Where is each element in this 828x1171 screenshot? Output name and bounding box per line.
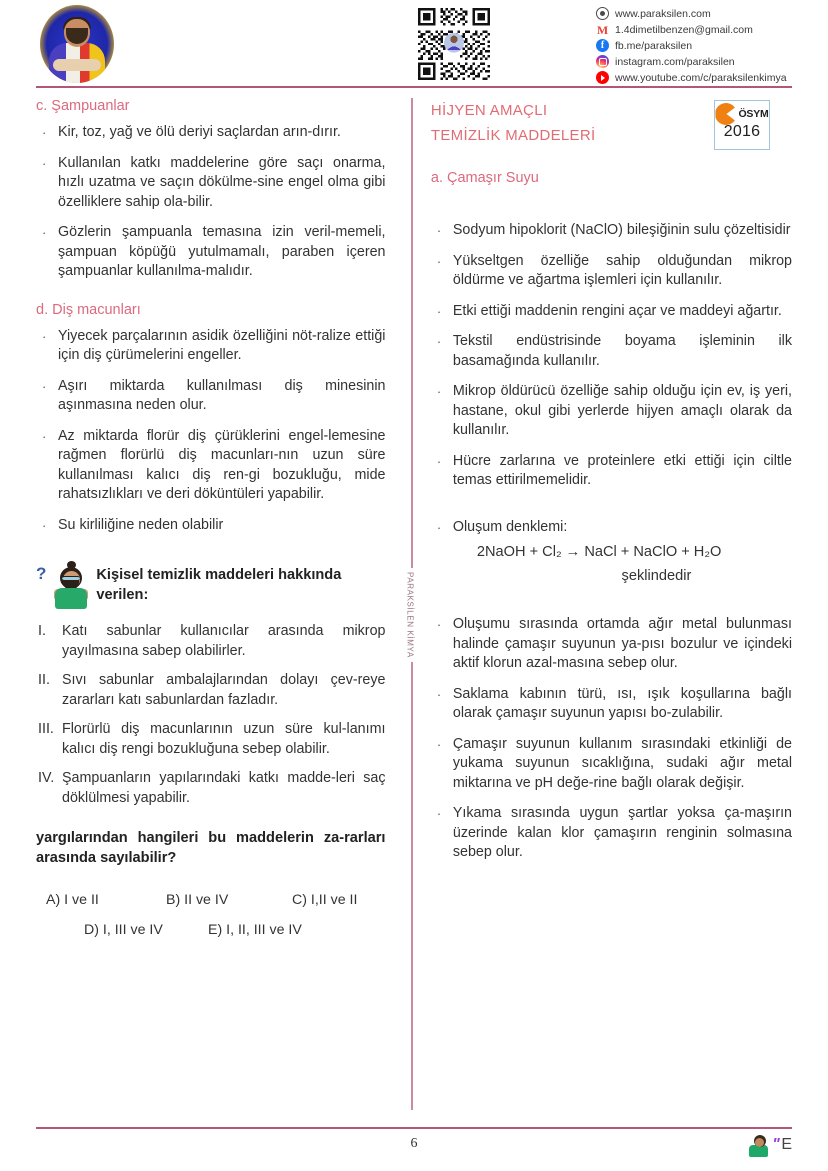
roman-numeral: III.: [38, 721, 54, 737]
answer-choice-a[interactable]: A) I ve II: [46, 892, 99, 908]
dis-macunlari-bullet-list: [36, 327, 385, 536]
right-column: [423, 98, 792, 1110]
watermark-text: PARAKSİLEN KİMYA: [405, 568, 414, 662]
list-item: [431, 452, 792, 491]
bullet-dot-icon: ·: [436, 806, 442, 821]
web-icon: [596, 7, 609, 20]
bullet-dot-icon: ·: [436, 736, 442, 752]
question-intro-text: Kişisel temizlik maddeleri hakkında verilen:: [96, 567, 342, 603]
content-columns: [36, 88, 792, 1110]
list-item: [431, 332, 792, 371]
list-item: [431, 615, 792, 674]
list-item-text: Gözlerin şampuanla temasına izin veril-memeli, şampuan köpüğü yutulmamalı, paraben içeren şampuanlar kullanılma-malıdır.: [58, 224, 386, 279]
camasir-suyu-bullet-list: [431, 221, 792, 491]
equation-label: Oluşum denklemi:: [452, 518, 568, 535]
osym-year-label: 2016: [723, 123, 761, 140]
contact-instagram-text: instagram.com/paraksilen: [615, 55, 735, 68]
bullet-dot-icon: ·: [436, 519, 442, 535]
qr-code-icon[interactable]: [418, 8, 490, 80]
list-item: [36, 769, 385, 808]
question-intro-block: [36, 561, 385, 609]
list-item-text: Yükseltgen özelliğe sahip olduğundan mikrop öldürme ve ağartma işlemleri için kullanılır.: [452, 252, 792, 288]
list-item: [36, 622, 385, 661]
list-item-text: Saklama kabının türü, ısı, ışık koşullarına bağlı olarak çamaşır suyunun yapısı bo-zulabilir.: [452, 685, 792, 721]
instagram-icon: [596, 55, 609, 68]
bullet-dot-icon: ·: [436, 617, 442, 632]
camasir-suyu-bullet-list-2: [431, 615, 792, 863]
brand-avatar-icon: [748, 1133, 770, 1157]
answer-choice-e[interactable]: E) I, II, III ve IV: [208, 922, 302, 938]
sampuanlar-bullet-list: [36, 123, 385, 282]
list-item-text: Çamaşır suyunun kullanım sırasındaki etkinliği de yukama suyunun sıcaklığına, sudaki ağır metal miktarına ve pH değe-rine bağlı olarak değişir.: [452, 735, 792, 791]
equation-block: [431, 518, 792, 538]
contact-website[interactable]: [596, 7, 787, 20]
bullet-dot-icon: ·: [436, 686, 442, 702]
list-item-text: Hücre zarlarına ve proteinlere etki ettiği için ciltle temas ettirilmemelidir.: [452, 452, 792, 488]
bullet-dot-icon: ·: [42, 378, 47, 394]
question-mark-icon: ?: [36, 564, 47, 583]
section-heading-dis-macunlari: d. Diş macunları: [36, 301, 141, 318]
list-item-text: Etki ettiği maddenin rengini açar ve maddeyi ağartır.: [452, 302, 782, 319]
list-item: [36, 123, 385, 143]
contact-list: [596, 7, 787, 84]
brand-check-icon: ": [770, 1136, 782, 1153]
osym-badge: [714, 100, 770, 150]
youtube-icon: [596, 71, 609, 84]
list-item-text: Sıvı sabunlar ambalajlarından dolayı çev-reye zararları katı sabunlardan fazladır.: [62, 672, 386, 708]
paraksilen-logo-icon: [40, 5, 114, 83]
bullet-dot-icon: ·: [42, 428, 47, 444]
contact-facebook[interactable]: [596, 39, 787, 52]
roman-numeral: I.: [38, 623, 46, 639]
roman-numeral: II.: [38, 672, 50, 688]
bullet-dot-icon: ·: [42, 517, 47, 533]
list-item-text: Kir, toz, yağ ve ölü deriyi saçlardan arın-dırır.: [58, 124, 341, 140]
list-item-text: Kullanılan katkı maddelerine göre saçı onarma, hızlı uzatma ve saçın dökülme-sine engel olma gibi özelliklere sahip ola-bilir.: [58, 154, 386, 210]
list-item: [36, 427, 385, 505]
column-divider: [405, 98, 415, 1110]
page-number: 6: [410, 1136, 418, 1151]
contact-youtube[interactable]: [596, 71, 787, 84]
list-item-text: Tekstil endüstrisinde boyama işleminin ilk basamağında kullanılır.: [452, 333, 792, 369]
contact-instagram[interactable]: [596, 55, 787, 68]
answer-choice-b[interactable]: B) II ve IV: [166, 892, 229, 908]
answer-choice-d[interactable]: D) I, III ve IV: [84, 922, 163, 938]
chemical-equation: 2NaOH + Cl₂ → NaCl + NaClO + H₂O: [476, 544, 722, 560]
list-item: [431, 804, 792, 863]
facebook-icon: f: [596, 39, 609, 52]
page-title-line1: HİJYEN AMAÇLI: [430, 102, 548, 119]
list-item: [36, 516, 385, 536]
section-heading-sampuanlar: c. Şampuanlar: [36, 98, 130, 114]
list-item-text: Su kirliliğine neden olabilir: [58, 516, 224, 533]
teacher-avatar-icon: [54, 561, 88, 609]
list-item-text: Katı sabunlar kullanıcılar arasında mikrop yayılmasına sabep olabilirler.: [62, 623, 386, 659]
bullet-dot-icon: ·: [436, 384, 442, 399]
list-item: [36, 377, 385, 416]
list-item: [36, 671, 385, 710]
left-column: [36, 98, 401, 1110]
bullet-dot-icon: ·: [42, 328, 47, 344]
bullet-dot-icon: ·: [436, 453, 442, 469]
list-item-text: Şampuanların yapılarındaki katkı madde-leri saç döklülmesi yapabilir.: [62, 770, 386, 806]
list-item-text: Oluşumu sırasında ortamda ağır metal bulunması halinde çamaşır suyunun ya-pısı bozulur ve içindeki aktif klorun azal-masına sebep olur.: [452, 616, 792, 671]
page-title-line2: TEMİZLİK MADDELERİ: [430, 127, 596, 144]
bullet-dot-icon: ·: [42, 125, 47, 140]
bullet-dot-icon: ·: [42, 225, 47, 240]
list-item: [431, 735, 792, 794]
answer-choice-c[interactable]: C) I,II ve II: [292, 892, 358, 908]
osym-org-label: ÖSYM: [738, 108, 769, 120]
list-item-text: Az miktarda florür diş çürüklerini engel-lemesine rağmen florürlü diş macunları-nın uzun süre kullanılması kalıcı diş ren-gi bozukluğu, mide rahatsızlıkları ve deri döküntüleri yapabilir.: [58, 427, 386, 502]
list-item: [431, 685, 792, 724]
list-item: [431, 518, 792, 538]
list-item-text: Mikrop öldürücü özelliğe sahip olduğu için ev, iş yeri, hastane, okul gibi yerlerde hijyen amaçlı olarak da kullanılır.: [452, 383, 792, 438]
list-item-text: Yiyecek parçalarının asidik özelliğini nöt-ralize ettiği için diş çürümelerini engeller.: [58, 327, 386, 363]
bullet-dot-icon: ·: [436, 334, 442, 349]
equation-suffix: şeklindedir: [621, 568, 692, 584]
contact-email-text: 1.4dimetilbenzen@gmail.com: [615, 23, 753, 36]
roman-numeral: IV.: [38, 770, 55, 786]
list-item: [431, 221, 792, 241]
question-roman-list: [36, 622, 385, 808]
bullet-dot-icon: ·: [42, 155, 47, 171]
answer-choices-row-1: [36, 892, 385, 908]
contact-website-text: www.paraksilen.com: [615, 7, 711, 20]
brand-letter: E: [781, 1136, 792, 1153]
page-footer: [36, 1131, 792, 1165]
list-item-text: Florürlü diş macunlarının uzun süre kul-lanımı kalıcı diş rengi bozukluğuna sebep olabilir.: [62, 721, 386, 757]
bullet-dot-icon: ·: [436, 253, 442, 269]
list-item: [431, 252, 792, 291]
contact-facebook-text: fb.me/paraksilen: [615, 39, 693, 52]
list-item: [36, 223, 385, 282]
osym-pacman-icon: [715, 103, 737, 125]
question-prompt: yargılarından hangileri bu maddelerin za-rarları arasında sayılabilir?: [36, 830, 386, 866]
section-heading-camasir-suyu: a. Çamaşır Suyu: [430, 170, 539, 186]
gmail-icon: M: [596, 22, 609, 37]
list-item: [36, 720, 385, 759]
list-item: [431, 382, 792, 441]
footer-divider: [36, 1127, 792, 1129]
contact-email[interactable]: [596, 23, 787, 36]
list-item-text: Yıkama sırasında uygun şartlar yoksa ça-maşırın üzerinde kalan klor çamaşırın renginin solmasına sebep olur.: [452, 805, 792, 860]
brand-mark: [748, 1133, 792, 1157]
list-item-text: Sodyum hipoklorit (NaClO) bileşiğinin sulu çözeltisidir: [452, 222, 791, 238]
list-item-text: Aşırı miktarda kullanılması diş minesinin aşınmasına neden olur.: [58, 377, 386, 413]
page-header: [36, 0, 792, 88]
answer-choices-row-2: [36, 922, 385, 938]
list-item: [431, 302, 792, 322]
list-item: [36, 154, 385, 213]
bullet-dot-icon: ·: [436, 223, 442, 238]
contact-youtube-text: www.youtube.com/c/paraksilenkimya: [615, 71, 787, 84]
bullet-dot-icon: ·: [436, 303, 442, 319]
answer-choices: [36, 892, 385, 938]
list-item: [36, 327, 385, 366]
